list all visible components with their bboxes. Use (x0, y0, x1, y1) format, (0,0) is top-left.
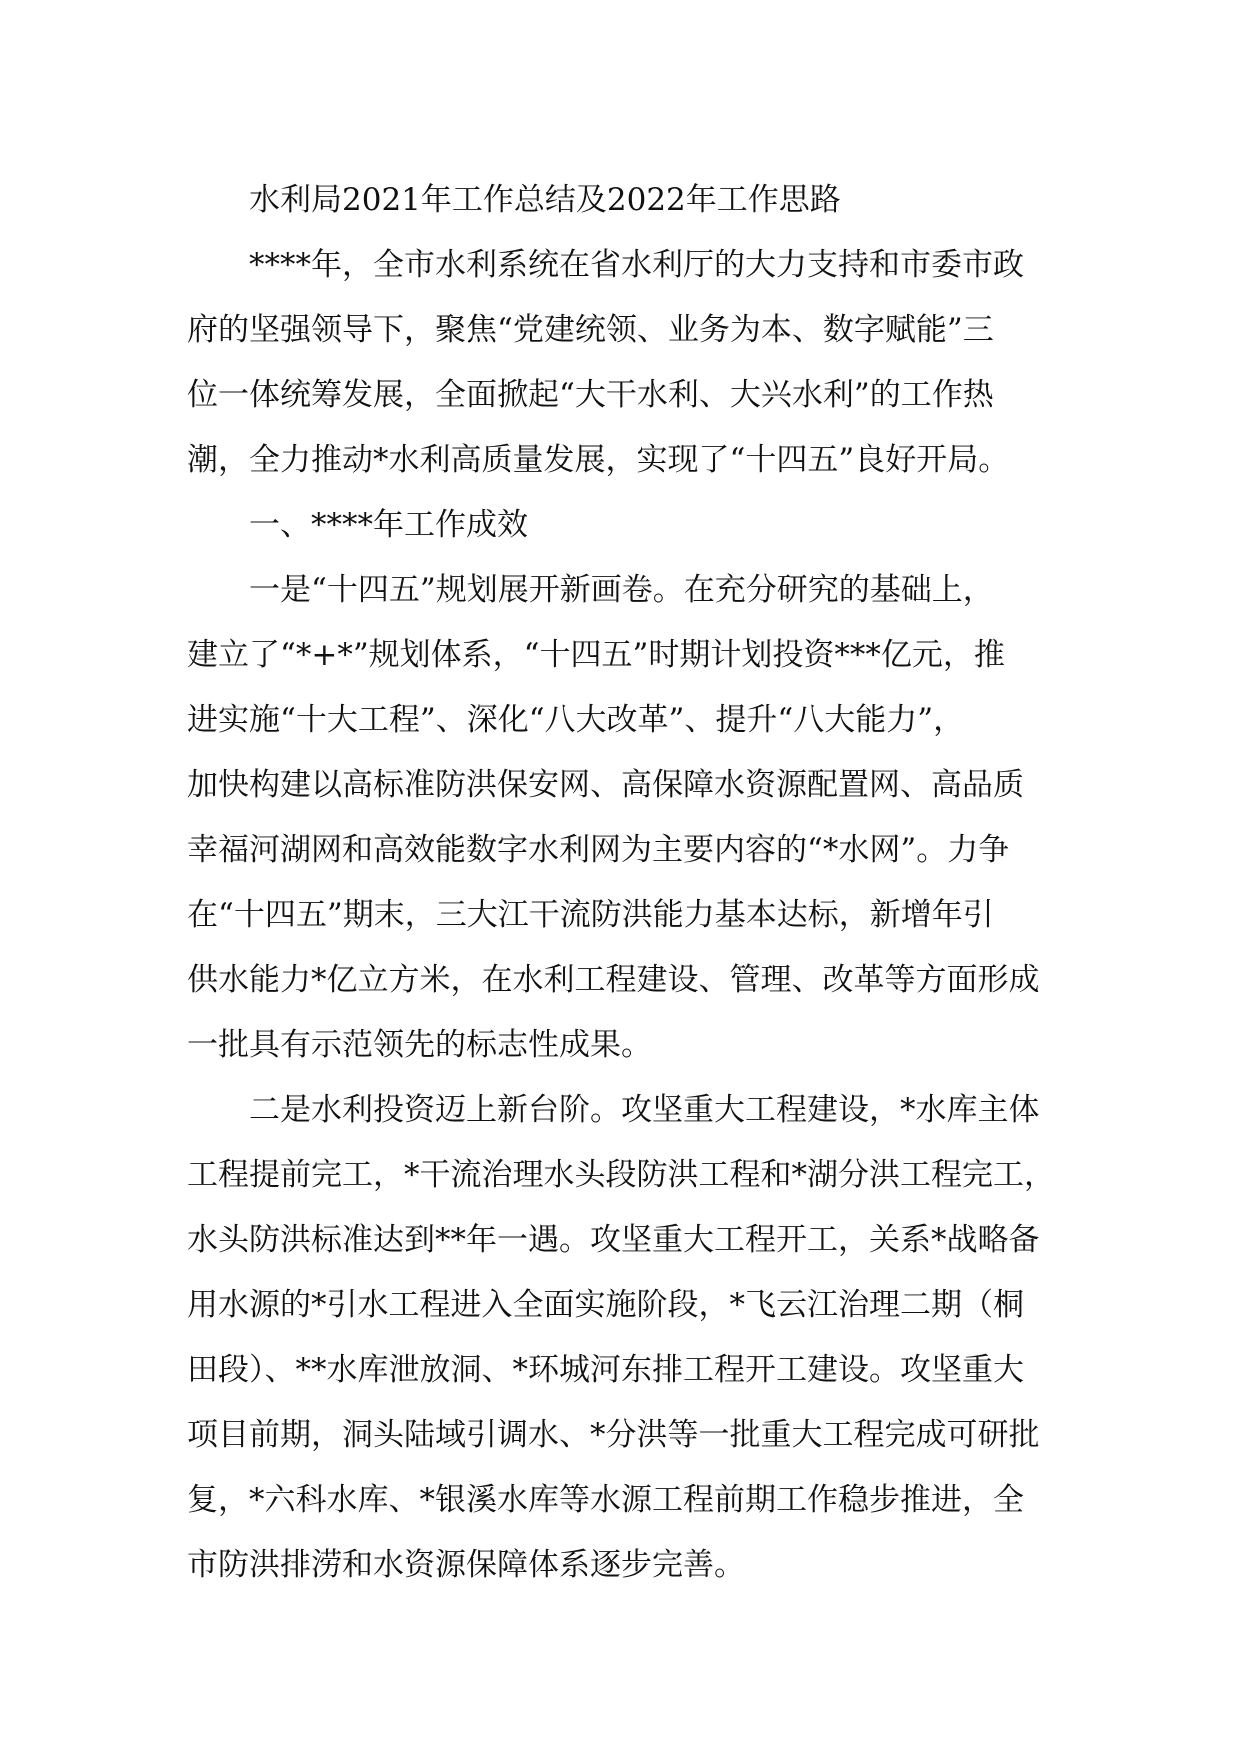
section-heading (187, 493, 1057, 558)
paragraph-investment (187, 1078, 1057, 1598)
paragraph-line: 田段）、**水库泄放洞、*环城河东排工程开工建设。攻坚重大 (187, 1352, 1024, 1388)
document-title: 水利局2021年工作总结及2022年工作思路 (249, 182, 841, 218)
paragraph-intro (187, 233, 1057, 493)
paragraph-line: 幸福河湖网和高效能数字水利网为主要内容的“*水网”。力争 (187, 832, 1010, 868)
paragraph-line: 在“十四五”期末，三大江干流防洪能力基本达标，新增年引 (187, 897, 994, 933)
section-heading-text: 一、****年工作成效 (249, 507, 528, 543)
paragraph-line: 加快构建以高标准防洪保安网、高保障水资源配置网、高品质 (187, 767, 1024, 803)
paragraph-line: 水头防洪标准达到**年一遇。攻坚重大工程开工，关系*战略备 (187, 1222, 1040, 1258)
paragraph-line: 复，*六科水库、*银溪水库等水源工程前期工作稳步推进，全 (187, 1482, 1024, 1518)
paragraph-line: 建立了“*+*”规划体系，“十四五”时期计划投资***亿元，推 (187, 637, 1005, 673)
paragraph-line: 位一体统筹发展，全面掀起“大干水利、大兴水利”的工作热 (187, 377, 994, 413)
paragraph-line: 项目前期，洞头陆域引调水、*分洪等一批重大工程完成可研批 (187, 1417, 1040, 1453)
paragraph-line: 市防洪排涝和水资源保障体系逐步完善。 (187, 1547, 745, 1583)
document-body (187, 168, 1057, 1598)
paragraph-line: 进实施“十大工程”、深化“八大改革”、提升“八大能力”， (187, 702, 965, 738)
paragraph-line: 潮，全力推动*水利高质量发展，实现了“十四五”良好开局。 (187, 442, 1010, 478)
paragraph-line: 供水能力*亿立方米，在水利工程建设、管理、改革等方面形成 (187, 962, 1040, 998)
paragraph-line: 府的坚强领导下，聚焦“党建统领、业务为本、数字赋能”三 (187, 312, 994, 348)
paragraph-line: 工程提前完工，*干流治理水头段防洪工程和*湖分洪工程完工， (187, 1157, 1055, 1193)
paragraph-line: 用水源的*引水工程进入全面实施阶段，*飞云江治理二期（桐 (187, 1287, 1024, 1323)
paragraph-line: 一是“十四五”规划展开新画卷。在充分研究的基础上， (249, 572, 994, 608)
paragraph-line: 一批具有示范领先的标志性成果。 (187, 1027, 652, 1063)
paragraph-line: ****年，全市水利系统在省水利厅的大力支持和市委市政 (249, 247, 1024, 283)
paragraph-planning (187, 558, 1057, 1078)
paragraph-line: 二是水利投资迈上新台阶。攻坚重大工程建设，*水库主体 (249, 1092, 1040, 1128)
